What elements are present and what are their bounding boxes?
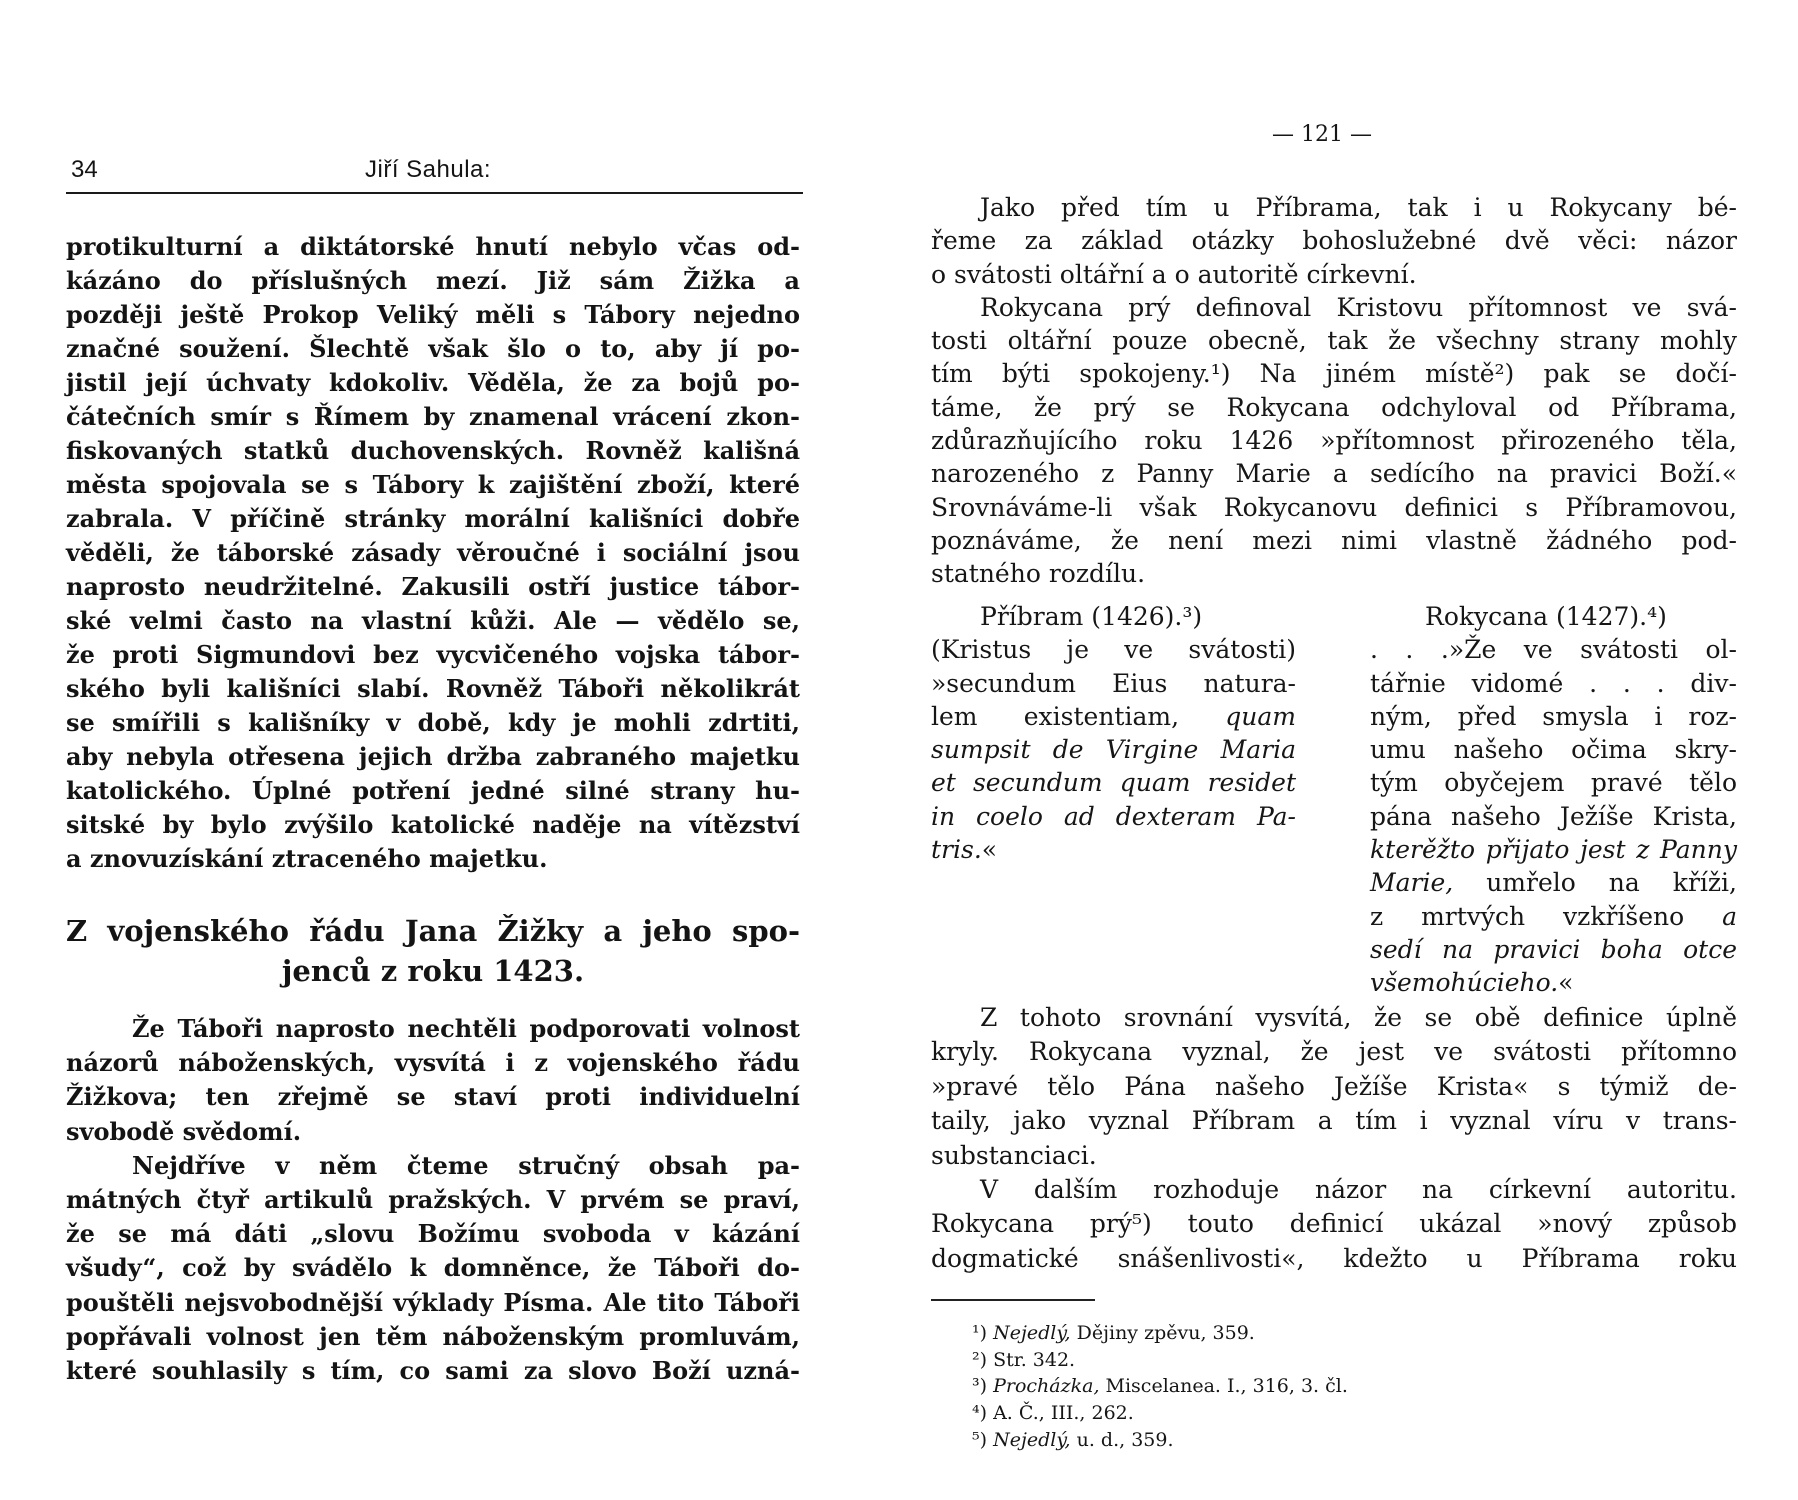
line-text: věděli, že táborské zásady věroučné i sociální jsou: [66, 538, 800, 567]
text-line: [66, 502, 800, 536]
text-segment: Dějiny zpěvu, 359.: [1070, 1322, 1255, 1344]
text-segment: ³): [972, 1375, 994, 1398]
text-line: [1370, 667, 1737, 700]
text-line: [931, 224, 1737, 257]
line-text: města spojovala se s Tábory k zajištění zboží, které: [66, 470, 800, 499]
line-text: substanciaci.: [931, 1140, 1097, 1170]
line-text: značné soužení. Šlechtě však šlo o to, aby jí po-: [66, 334, 800, 363]
line-text: narozeného z Panny Marie a sedícího na pravici Boží.«: [931, 459, 1737, 489]
text-line: [931, 1242, 1737, 1276]
text-line: [66, 604, 800, 638]
text-segment: umřelo na kříži,: [1453, 868, 1737, 898]
comparison-column-pribram: [931, 600, 1296, 866]
line-text: Rokycana prý⁵) touto definicí ukázal »nový způsob: [931, 1209, 1737, 1239]
text-line: [931, 191, 1737, 224]
text-line: [931, 833, 1296, 866]
italic-text: sedí na pravici boha otce: [1370, 934, 1737, 964]
body-text-bottom: [931, 1001, 1737, 1276]
text-line: [931, 391, 1737, 424]
text-line: [1370, 766, 1737, 799]
line-text: Z vojenského řádu Jana Žižky a jeho spo-: [66, 914, 800, 948]
line-text: jenců z roku 1423.: [281, 954, 585, 988]
text-line: [1370, 833, 1737, 866]
text-line: [66, 434, 800, 468]
line-text: dogmatické snášenlivosti«, kdežto u Příbrama roku: [931, 1243, 1737, 1273]
section-heading: [66, 911, 800, 991]
column-lines: [931, 633, 1296, 866]
text-line: [1370, 700, 1737, 733]
footnote: [972, 1373, 1672, 1400]
line-text: Jako před tím u Příbrama, tak i u Rokycany bé-: [980, 193, 1737, 222]
line-text: [972, 1347, 1075, 1374]
text-line: [66, 1115, 800, 1149]
line-text: řeme za základ otázky bohoslužebné dvě věci: názor: [931, 226, 1737, 256]
line-text: Žižkova; ten zřejmě se staví proti individuelní: [66, 1082, 800, 1112]
text-line: [931, 1173, 1737, 1207]
line-text: [1370, 966, 1573, 999]
line-text: »secundum Eius natura-: [931, 668, 1296, 698]
text-line: [66, 1149, 800, 1183]
text-line: [66, 298, 800, 332]
body-text-top: [931, 191, 1737, 591]
text-line: [1370, 633, 1737, 666]
text-line: [931, 557, 1737, 590]
column-lines: [1370, 633, 1737, 999]
line-text: taily, jako vyznal Příbram a tím i vyznal víru v trans-: [931, 1106, 1737, 1136]
text-line: [931, 733, 1296, 766]
text-line: [66, 1183, 800, 1217]
section-heading-line: [66, 951, 800, 991]
line-text: naprosto neudržitelné. Zakusili ostří justice tábor-: [66, 572, 800, 601]
text-line: [66, 774, 800, 808]
text-line: [931, 491, 1737, 524]
line-text: tosti oltářní pouze obecně, tak že všechny strany mohly: [931, 326, 1737, 356]
text-line: [1370, 900, 1737, 933]
line-text: zabrala. V příčině stránky morální kališníci dobře: [66, 504, 800, 533]
text-segment: lem existentiam,: [931, 701, 1226, 731]
body-text-continuation: [66, 230, 800, 876]
italic-text: Nejedlý,: [993, 1322, 1071, 1344]
line-text: pouštěli nejsvobodnější výklady Písma. Ale tito Táboři: [66, 1287, 800, 1317]
paragraph: [931, 1001, 1737, 1173]
italic-text: et secundum quam residet: [931, 768, 1296, 798]
italic-text: sumpsit de Virgine Maria: [931, 735, 1296, 765]
line-text: [1370, 866, 1737, 899]
line-text: se smířili s kališníky v době, kdy je mohli zdrtiti,: [66, 708, 800, 737]
text-line: [66, 1354, 800, 1388]
italic-text: Procházka,: [993, 1375, 1100, 1398]
line-text: aby nebyla otřesena jejich držba zabraného majetku: [66, 742, 800, 771]
line-text: [931, 700, 1296, 733]
text-line: [66, 1012, 800, 1046]
header-rule: [66, 192, 803, 194]
line-text: umu našeho očima skry-: [1370, 735, 1737, 765]
line-text: [1370, 900, 1737, 933]
text-line: [66, 808, 800, 842]
paragraph: [931, 291, 1737, 591]
text-line: [66, 1080, 800, 1114]
text-line: [66, 570, 800, 604]
line-text: poznáváme, že není mezi nimi vlastně žádného pod-: [931, 525, 1737, 555]
text-line: [1370, 733, 1737, 766]
line-text: . . .»Že ve svátosti ol-: [1370, 635, 1737, 665]
section-heading-line: [66, 911, 800, 951]
text-line: [931, 1104, 1737, 1138]
text-line: [66, 1286, 800, 1320]
line-text: jistil její úchvaty kdokoliv. Věděla, že za bojů po-: [66, 368, 800, 397]
text-segment: ²) Str. 342.: [972, 1348, 1076, 1371]
line-text: Z tohoto srovnání vysvítá, že se obě definice úplně: [980, 1003, 1737, 1032]
text-line: [1370, 866, 1737, 899]
page-number: 34: [71, 156, 98, 183]
text-line: [931, 357, 1737, 390]
italic-text: všemohúcieho.: [1370, 968, 1559, 998]
text-line: [66, 842, 800, 876]
text-segment: «: [981, 835, 998, 865]
column-heading: [1370, 600, 1737, 633]
text-line: [66, 536, 800, 570]
line-text: Že Táboři naprosto nechtěli podporovati volnost: [132, 1014, 800, 1043]
line-text: ského byli kališníci slabí. Rovněž Táboři několikrát: [66, 674, 800, 703]
line-text: popřávali volnost jen těm náboženským promluvám,: [66, 1321, 800, 1351]
footnote: [972, 1320, 1672, 1347]
text-line: [1370, 966, 1737, 999]
paragraph: [931, 191, 1737, 291]
page-number: — 121 —: [1272, 122, 1372, 147]
text-line: [931, 800, 1296, 833]
italic-text: a: [1722, 901, 1737, 931]
line-text: později ještě Prokop Veliký měli s Tábory nejedno: [66, 300, 800, 329]
italic-text: tris.: [931, 835, 982, 865]
text-line: [931, 633, 1296, 666]
text-line: [931, 424, 1737, 457]
line-text: táme, že prý se Rokycana odchyloval od Příbrama,: [931, 392, 1737, 422]
line-text: V dalším rozhoduje názor na církevní autoritu.: [980, 1174, 1737, 1204]
line-text: Nejdříve v něm čteme stručný obsah pa-: [132, 1150, 800, 1180]
line-text: že proti Sigmundovi bez vycvičeného vojska tábor-: [66, 640, 800, 669]
line-text: [1370, 933, 1737, 966]
text-line: [66, 1046, 800, 1080]
text-line: [66, 230, 800, 264]
line-text: katolického. Úplné potření jedné silné strany hu-: [66, 776, 800, 805]
text-line: [931, 700, 1296, 733]
line-text: [972, 1427, 1174, 1454]
line-text: kryly. Rokycana vyznal, že jest ve svátosti přítomno: [931, 1037, 1737, 1067]
line-text: [972, 1320, 1255, 1347]
paragraph: [66, 1149, 800, 1388]
line-text: které souhlasily s tím, co sami za slovo Boží uzná-: [66, 1355, 800, 1385]
text-line: [66, 264, 800, 298]
body-text: [66, 1012, 800, 1388]
italic-text: kterěžto přijato jest z Panny: [1370, 835, 1737, 865]
text-line: [931, 1207, 1737, 1241]
text-line: [931, 524, 1737, 557]
line-text: názorů náboženských, vysvítá i z vojenského řádu: [66, 1048, 800, 1078]
text-segment: Miscelanea. I., 316, 3. čl.: [1099, 1375, 1348, 1398]
text-line: [66, 332, 800, 366]
line-text: [972, 1373, 1348, 1400]
line-text: tým obyčejem pravé tělo: [1370, 768, 1737, 798]
line-text: o svátosti oltářní a o autoritě církevní.: [931, 259, 1417, 289]
line-text: fiskovaných statků duchovenských. Rovněž kališná: [66, 436, 800, 465]
text-line: [1370, 933, 1737, 966]
text-segment: ⁵): [972, 1428, 994, 1451]
text-line: [66, 638, 800, 672]
line-text: [931, 733, 1296, 766]
text-line: [66, 740, 800, 774]
paragraph: [931, 1173, 1737, 1276]
footnote: [972, 1400, 1672, 1427]
comparison-column-rokycana: [1370, 600, 1737, 1000]
text-line: [931, 457, 1737, 490]
italic-text: quam: [1225, 701, 1296, 731]
line-text: statného rozdílu.: [931, 559, 1146, 589]
line-text: ské velmi často na vlastní kůži. Ale — vědělo se,: [66, 606, 800, 635]
text-line: [931, 766, 1296, 799]
line-text: (Kristus je ve svátosti): [931, 635, 1296, 665]
line-text: Rokycana (1427).⁴): [1425, 602, 1667, 631]
text-line: [66, 706, 800, 740]
italic-text: Nejedlý,: [993, 1428, 1071, 1451]
column-heading: [931, 600, 1296, 633]
footnote: [972, 1347, 1672, 1374]
line-text: mátných čtyř artikulů pražských. V prvém se praví,: [66, 1184, 800, 1214]
text-line: [931, 667, 1296, 700]
text-line: [66, 1251, 800, 1285]
paragraph: [66, 1012, 800, 1149]
line-text: pána našeho Ježíše Krista,: [1370, 801, 1737, 831]
text-line: [931, 258, 1737, 291]
footnotes: [972, 1320, 1672, 1453]
line-text: Srovnáváme-li však Rokycanovu definici s Příbramovou,: [931, 492, 1737, 522]
italic-text: in coelo ad dexteram Pa-: [931, 801, 1296, 831]
line-text: zdůrazňujícího roku 1426 »přítomnost přirozeného těla,: [931, 426, 1737, 456]
line-text: tím býti spokojeny.¹) Na jiném místě²) pak se dočí-: [931, 359, 1737, 389]
text-line: [1370, 800, 1737, 833]
line-text: ným, před smysla i roz-: [1370, 701, 1737, 731]
text-line: [66, 1320, 800, 1354]
line-text: Rokycana prý definoval Kristovu přítomnost ve svá-: [980, 292, 1737, 322]
line-text: [1370, 833, 1737, 866]
text-line: [66, 400, 800, 434]
text-segment: u. d., 359.: [1070, 1428, 1174, 1451]
line-text: [931, 833, 997, 866]
line-text: svobodě svědomí.: [66, 1116, 302, 1146]
text-line: [931, 324, 1737, 357]
running-head: Jiří Sahula:: [365, 156, 492, 183]
text-segment: «: [1558, 968, 1574, 998]
line-text: [931, 766, 1296, 799]
italic-text: Marie,: [1370, 868, 1454, 898]
text-line: [931, 1139, 1737, 1173]
line-text: tářnie vidomé . . . div-: [1370, 668, 1737, 698]
footnote-rule: [931, 1299, 1095, 1301]
line-text: a znovuzískání ztraceného majetku.: [66, 844, 548, 873]
line-text: všudy“, což by svádělo k domněnce, že Táboři do-: [66, 1253, 800, 1283]
text-line: [66, 468, 800, 502]
text-segment: ⁴) A. Č., III., 262.: [972, 1402, 1134, 1425]
line-text: čátečních smír s Římem by znamenal vrácení zkon-: [66, 402, 800, 431]
text-line: [66, 1217, 800, 1251]
text-line: [931, 291, 1737, 324]
text-line: [931, 1070, 1737, 1104]
line-text: Příbram (1426).³): [980, 602, 1203, 631]
line-text: [931, 800, 1296, 833]
line-text: protikulturní a diktátorské hnutí nebylo včas od-: [66, 232, 800, 261]
text-line: [931, 1001, 1737, 1035]
text-segment: ¹): [972, 1322, 994, 1344]
text-segment: z mrtvých vzkříšeno: [1370, 901, 1723, 931]
line-text: [972, 1400, 1134, 1427]
text-line: [931, 1035, 1737, 1069]
line-text: kázáno do příslušných mezí. Již sám Žižka a: [66, 266, 800, 295]
line-text: sitské by bylo zvýšilo katolické naděje na vítězství: [66, 810, 800, 839]
line-text: »pravé tělo Pána našeho Ježíše Krista« s týmiž de-: [931, 1071, 1737, 1101]
text-line: [66, 672, 800, 706]
text-line: [66, 366, 800, 400]
footnote: [972, 1427, 1672, 1454]
line-text: že se má dáti „slovu Božímu svoboda v kázání: [66, 1219, 800, 1249]
